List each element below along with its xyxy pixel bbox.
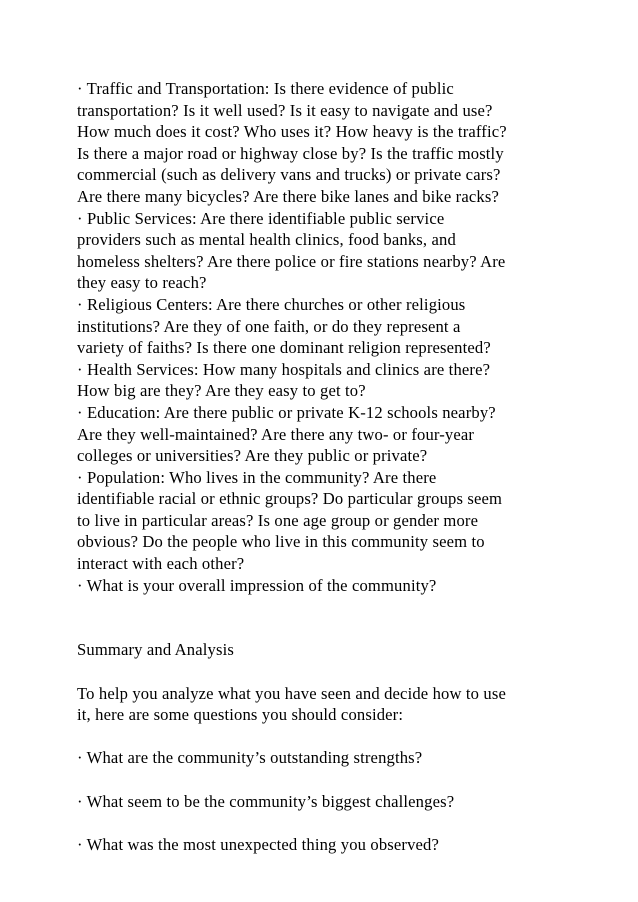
list-line: Are they well-maintained? Are there any two- or four-year [77,424,475,444]
list-line: providers such as mental health clinics, food banks, and [77,230,456,250]
list-line: transportation? Is it well used? Is it easy to navigate and use? [77,100,493,120]
list-line: they easy to reach? [77,273,207,293]
list-line: Are there many bicycles? Are there bike lanes and bike racks? [77,186,499,206]
intro-line: To help you analyze what you have seen and decide how to use [77,683,506,703]
question-item: · What are the community’s outstanding strengths? [77,748,423,768]
list-line: · Health Services: How many hospitals and clinics are there? [77,359,491,379]
list-line: · Population: Who lives in the community? Are there [77,467,437,487]
list-line: colleges or universities? Are they public or private? [77,446,428,466]
list-line: homeless shelters? Are there police or fire stations nearby? Are [77,251,506,271]
list-line: · Traffic and Transportation: Is there evidence of public [77,79,454,98]
list-line: Is there a major road or highway close by? Is the traffic mostly [77,143,504,163]
document-text [77,78,597,855]
list-line: · Religious Centers: Are there churches or other religious [77,294,466,314]
section-heading: Summary and Analysis [77,640,234,660]
list-line: How big are they? Are they easy to get to? [77,381,366,401]
list-line: variety of faiths? Is there one dominant religion represented? [77,338,491,358]
list-line: interact with each other? [77,554,245,574]
list-line: · What is your overall impression of the community? [77,575,437,595]
spacer [77,596,597,639]
list-line: to live in particular areas? Is one age group or gender more [77,510,479,530]
list-line: · Education: Are there public or private K-12 schools nearby? [77,402,496,422]
list-line: identifiable racial or ethnic groups? Do particular groups seem [77,489,503,509]
intro-line: it, here are some questions you should consider: [77,705,404,725]
spacer [77,812,597,834]
question-item: · What seem to be the community’s biggest challenges? [77,791,455,811]
list-line: institutions? Are they of one faith, or do they represent a [77,316,461,336]
list-line: How much does it cost? Who uses it? How heavy is the traffic? [77,122,507,142]
spacer [77,726,597,748]
spacer [77,769,597,791]
list-line: obvious? Do the people who live in this community seem to [77,532,485,552]
list-line: · Public Services: Are there identifiable public service [77,208,445,228]
list-line: commercial (such as delivery vans and trucks) or private cars? [77,165,501,185]
question-item: · What was the most unexpected thing you observed? [77,834,440,854]
spacer [77,661,597,683]
